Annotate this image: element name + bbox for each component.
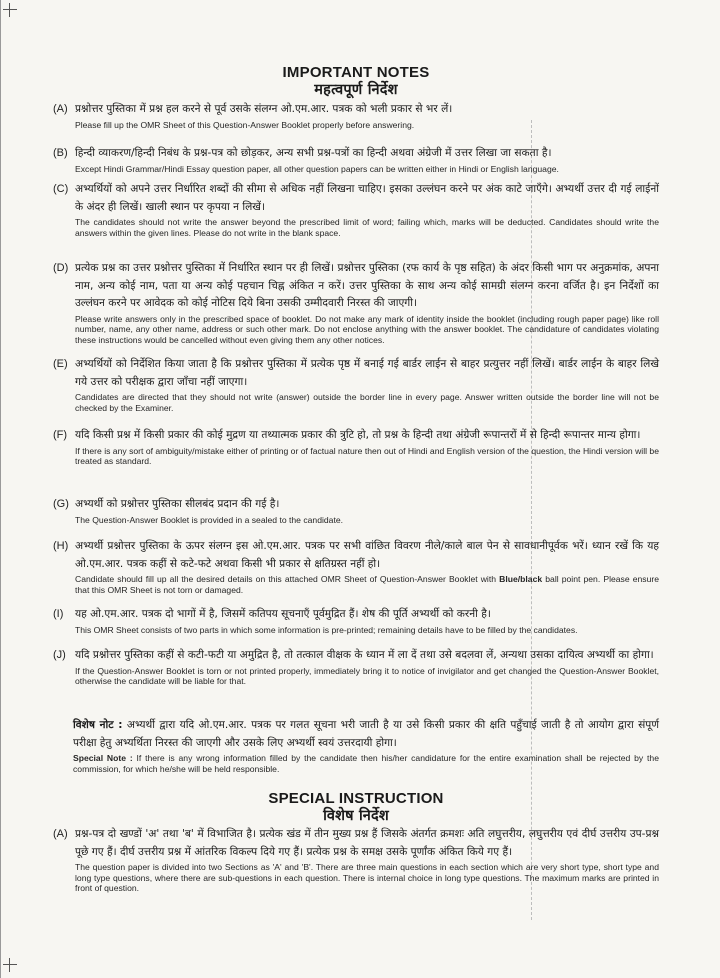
note-item-g — [53, 496, 659, 525]
note-item-i — [53, 606, 659, 635]
note-text-english: Candidates are directed that they should not write (answer) outside the border line in every page. Answer written outside the border line will not be checked by the Examiner. — [75, 392, 659, 413]
important-notes-title: IMPORTANT NOTES — [282, 64, 430, 81]
special-instruction-title: SPECIAL INSTRUCTION — [268, 790, 444, 807]
note-text-english: Candidate should fill up all the desired details on this attached OMR Sheet of Question-Answer Booklet with Blue/black ball point pen. Please ensure that this OMR Sheet is not torn or damaged. — [75, 574, 660, 595]
note-label: (H) — [53, 540, 69, 552]
note-label: (J) — [53, 649, 66, 661]
note-label: (E) — [53, 358, 68, 370]
instruction-item-a — [53, 826, 659, 894]
note-text-english: If the Question-Answer Booklet is torn or not printed properly, immediately bring it to notice of invigilator and get changed the Question-Answer Booklet, otherwise the candidate will be liable for that. — [75, 665, 659, 686]
note-text-hindi: अभ्यर्थी को प्रश्नोत्तर पुस्तिका सीलबंद प्रदान की गई है। — [75, 498, 280, 510]
note-text-english: Please write answers only in the prescribed space of booklet. Do not make any mark of identity inside the booklet (including rough paper page) like roll number, name, any other name, address or such other mark. Do not enclose anything with the answer booklet. The candidature of candidates violating these instructions would be cancelled without even giving them any other notices. — [75, 313, 659, 345]
note-item-b — [53, 145, 659, 174]
note-label: (F) — [53, 429, 68, 441]
note-item-c — [53, 181, 659, 238]
note-text-hindi: यदि किसी प्रश्न में किसी प्रकार की कोई मुद्रण या तथ्यात्मक प्रकार की त्रुटि हो, तो प्रश्न के हिन्दी तथा अंग्रेजी रूपान्तरों में से हिन्दी रूपान्तर मान्य होगा। — [75, 429, 641, 441]
special-note-english: Special Note : If there is any wrong information filled by the candidate then his/her candidature for the entire examination shall be rejected by the commission, for which he/she will be held responsible. — [73, 753, 659, 774]
note-item-e — [53, 356, 659, 413]
note-text-hindi: हिन्दी व्याकरण/हिन्दी निबंध के प्रश्न-पत्र को छोड़कर, अन्य सभी प्रश्न-पत्रों का हिन्दी अथवा अंग्रेजी में उत्तर लिखा जा सकता है। — [75, 147, 552, 159]
note-text-english: If there is any sort of ambiguity/mistake either of printing or of factual nature then out of Hindi and English version of the question, the Hindi version will be treated as standard. — [75, 445, 659, 466]
important-notes-title-hindi: महत्वपूर्ण निर्देश — [314, 82, 398, 98]
registration-mark — [3, 958, 17, 972]
registration-mark — [3, 3, 17, 17]
note-label: (G) — [53, 498, 69, 510]
note-text-english: Please fill up the OMR Sheet of this Question-Answer Booklet properly before answering. — [75, 119, 415, 130]
note-item-j — [53, 647, 659, 687]
note-text-hindi: प्रत्येक प्रश्न का उत्तर प्रश्नोत्तर पुस्तिका में निर्धारित स्थान पर ही लिखें। प्रश्नोत्तर पुस्तिका (रफ कार्य के पृष्ठ सहित) के अंदर किसी भाग पर अनुक्रमांक, अपना नाम, अन्य कोई नाम, पता या अन्य कोई पहचान चिह्न अंकित न करें। उत्तर पुस्तिका के साथ अन्य कोई सामग्री संलग्न करना वर्जित है। इन निर्देशों का उल्लंघन करने पर आवेदक को कोई नोटिस दिये बिना उसकी उम्मीदवारी निरस्त की जाएगी। — [75, 262, 659, 309]
instruction-text-hindi: प्रश्न-पत्र दो खण्डों 'अ' तथा 'ब' में विभाजित है। प्रत्येक खंड में तीन मुख्य प्रश्न हैं जिसके अंतर्गत क्रमशः अति लघुत्तरीय, लघुत्तरीय एवं दीर्घ उत्तरीय उप-प्रश्न पूछे गए हैं। दीर्घ उत्तरीय प्रश्न में आंतरिक विकल्प दिये गए हैं। प्रत्येक प्रश्न के समक्ष उसके पूर्णांक अंकित किये गए हैं। — [75, 828, 659, 858]
note-label: (I) — [53, 608, 64, 620]
note-label: (A) — [53, 103, 68, 115]
note-item-f — [53, 427, 659, 467]
note-text-english: This OMR Sheet consists of two parts in which some information is pre-printed; remaining details have to be filled by the candidates. — [75, 624, 578, 635]
note-item-h — [53, 538, 659, 595]
note-item-d — [53, 260, 659, 345]
note-text-english: Except Hindi Grammar/Hindi Essay question paper, all other question papers can be written either in Hindi or English language. — [75, 163, 559, 174]
special-instruction-title-hindi: विशेष निर्देश — [323, 808, 389, 824]
note-text-hindi: अभ्यर्थियों को अपने उत्तर निर्धारित शब्दों की सीमा से अधिक नहीं लिखना चाहिए। इसका उल्लंघन करने पर अंक काटे जाएँगे। अभ्यर्थी उत्तर दी गई लाईनों के अंदर ही लिखें। खाली स्थान पर कृपया न लिखें। — [75, 183, 659, 213]
note-label: (D) — [53, 262, 69, 274]
note-text-english: The Question-Answer Booklet is provided in a sealed to the candidate. — [75, 514, 343, 525]
important-notes-section — [53, 64, 659, 99]
note-text-hindi: अभ्यर्थी प्रश्नोत्तर पुस्तिका के ऊपर संलग्न इस ओ.एम.आर. पत्रक पर सभी वांछित विवरण नीले/काले बाल पेन से सावधानीपूर्वक भरें। ध्यान रखें कि यह ओ.एम.आर. पत्रक कहीं से कटे-फटे अथवा किसी भी प्रकार से क्षतिग्रस्त नहीं हो। — [75, 540, 659, 570]
note-item-a — [53, 101, 659, 130]
note-text-english: The candidates should not write the answer beyond the prescribed limit of word; failing which, marks will be deducted. Candidates should write the answers within the given lines. Please do not write in the blank space. — [75, 217, 659, 238]
note-text-hindi: अभ्यर्थियों को निर्देशित किया जाता है कि प्रश्नोत्तर पुस्तिका में प्रत्येक पृष्ठ में बनाई गई बार्डर लाईन से बाहर प्रत्युत्तर नहीं लिखें। बार्डर लाईन के बाहर लिखे गये उत्तर को परीक्षक द्वारा जाँचा नहीं जाएगा। — [75, 358, 659, 388]
note-label: (C) — [53, 183, 69, 195]
special-instruction-section — [53, 790, 659, 825]
note-label: (B) — [53, 147, 68, 159]
special-note-hindi: विशेष नोट : अभ्यर्थी द्वारा यदि ओ.एम.आर. पत्रक पर गलत सूचना भरी जाती है या उसे किसी प्रकार की क्षति पहुँचाई जाती है तो आयोग द्वारा संपूर्ण परीक्षा हेतु अभ्यर्थिता निरस्त की जाएगी और उसके लिए अभ्यर्थी स्वयं उत्तरदायी होगा। — [73, 719, 659, 749]
note-text-hindi: यदि प्रश्नोत्तर पुस्तिका कहीं से कटी-फटी या अमुद्रित है, तो तत्काल वीक्षक के ध्यान में ला दें तथा उसे बदलवा लें, अन्यथा उसका दायित्व अभ्यर्थी का होगा। — [75, 649, 654, 661]
instruction-text-english: The question paper is divided into two Sections as 'A' and 'B'. There are three main questions in each section which are very short type, short type and long type questions, where there are sub-questions in each question. There is internal choice in long type questions. The maximum marks are printed in front of question. — [75, 862, 659, 893]
special-note — [73, 717, 659, 774]
note-text-hindi: प्रश्नोत्तर पुस्तिका में प्रश्न हल करने से पूर्व उसके संलग्न ओ.एम.आर. पत्रक को भली प्रकार से भर लें। — [75, 103, 453, 115]
note-text-hindi: यह ओ.एम.आर. पत्रक दो भागों में है, जिसमें कतिपय सूचनाएँ पूर्वमुद्रित हैं। शेष की पूर्ति अभ्यर्थी को करनी है। — [75, 608, 491, 620]
instruction-label: (A) — [53, 828, 68, 840]
